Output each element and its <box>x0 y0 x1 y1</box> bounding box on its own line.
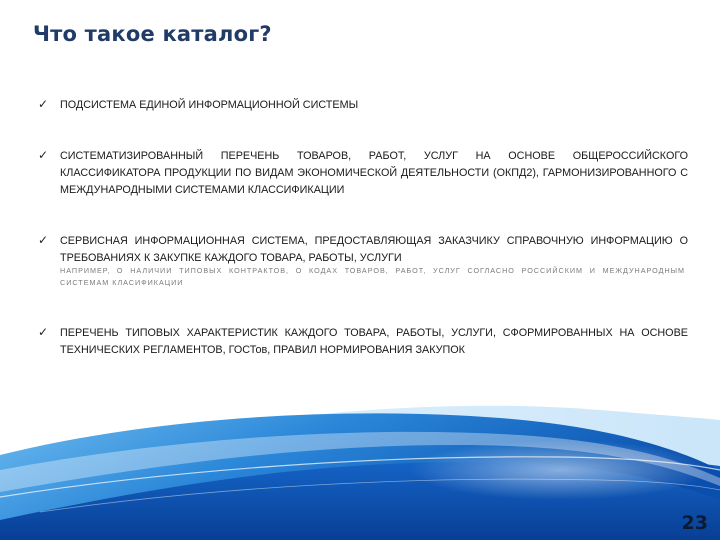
checkmark-icon: ✓ <box>38 233 49 247</box>
checkmark-icon: ✓ <box>38 97 49 111</box>
checkmark-icon: ✓ <box>38 325 49 339</box>
checkmark-icon: ✓ <box>38 148 49 162</box>
bullet-text: ПЕРЕЧЕНЬ ТИПОВЫХ ХАРАКТЕРИСТИК КАЖДОГО ТОВАРА, РАБОТЫ, УСЛУГИ, СФОРМИРОВАННЫХ НА ОСНОВЕ ТЕХНИЧЕСКИХ РЕГЛАМЕНТОВ, ГОСТов, ПРАВИЛ НОРМИРОВАНИЯ ЗАКУПОК <box>60 327 688 356</box>
bullet-text: СИСТЕМАТИЗИРОВАННЫЙ ПЕРЕЧЕНЬ ТОВАРОВ, РАБОТ, УСЛУГ НА ОСНОВЕ ОБЩЕРОССИЙСКОГО КЛАССИФИКАТОРА ПРОДУКЦИИ ПО ВИДАМ ЭКОНОМИЧЕСКОЙ ДЕЯТЕЛЬНОСТИ (ОКПД2), ГАРМОНИЗИРОВАННОГО С МЕЖДУНАРОДНЫМИ СИСТЕМАМИ КЛАССИФИКАЦИИ <box>60 150 688 196</box>
bullet-text: ПОДСИСТЕМА ЕДИНОЙ ИНФОРМАЦИОННОЙ СИСТЕМЫ <box>60 99 359 111</box>
bullet-text: СЕРВИСНАЯ ИНФОРМАЦИОННАЯ СИСТЕМА, ПРЕДОСТАВЛЯЮЩАЯ ЗАКАЗЧИКУ СПРАВОЧНУЮ ИНФОРМАЦИЮ О ТРЕБОВАНИЯХ К ЗАКУПКЕ КАЖДОГО ТОВАРА, РАБОТЫ, УСЛУГИ <box>60 235 688 264</box>
page-number: 23 <box>681 512 708 534</box>
slide-title: Что такое каталог? <box>33 22 272 46</box>
bullet-note: НАПРИМЕР, О НАЛИЧИИ ТИПОВЫХ КОНТРАКТОВ, О КОДАХ ТОВАРОВ, РАБОТ, УСЛУГ СОГЛАСНО РОССИЙСКИМ И МЕЖДУНАРОДНЫМ СИСТЕМАМ КЛАСИФИКАЦИИ <box>60 266 685 287</box>
